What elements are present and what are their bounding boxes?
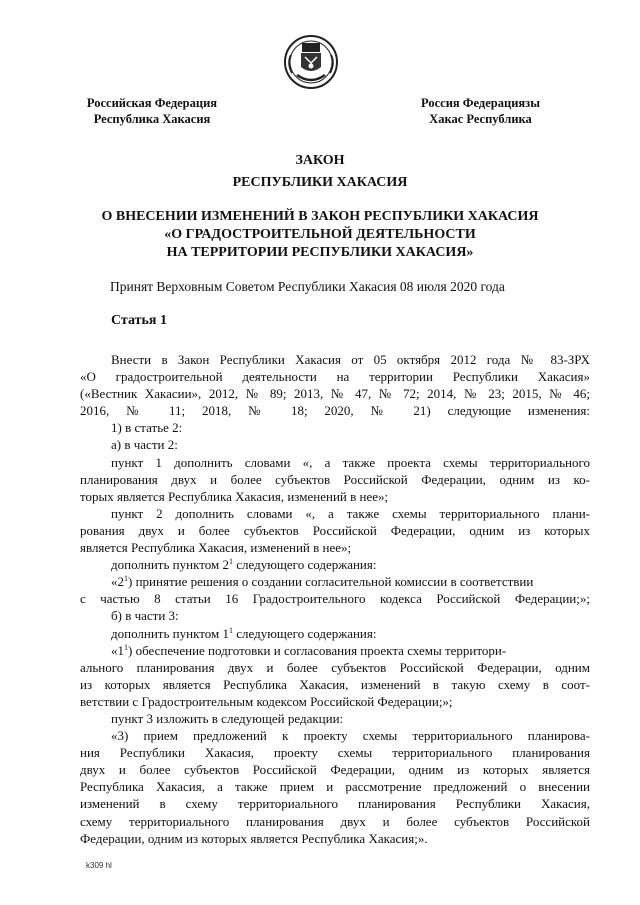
body-line: пункт 1 дополнить словами «, а также проекта схемы территориального bbox=[111, 454, 590, 470]
quote-close: ) bbox=[128, 642, 133, 658]
document-title: ЗАКОН bbox=[295, 153, 345, 168]
body-line bbox=[80, 625, 590, 642]
header-right-line-1: Россия Федерациязы bbox=[421, 96, 540, 110]
body-line: 2016, № 11; 2018, № 18; 2020, № 21) следующие изменения: bbox=[80, 403, 590, 419]
body-line: «О градостроительной деятельности на территории Республики Хакасия» bbox=[80, 369, 590, 385]
quote-open: «2 bbox=[111, 574, 124, 590]
header-left bbox=[82, 95, 222, 127]
header-right bbox=[413, 95, 548, 127]
quote-close: ) bbox=[128, 574, 133, 590]
body-line: из которых является Республика Хакасия, изменений в такую схему в соот- bbox=[80, 676, 590, 692]
body-line: рования двух и более субъектов Российской Федерации, одним из которых bbox=[80, 522, 590, 538]
body-line bbox=[80, 556, 590, 573]
body-line: является Республика Хакасия, изменений в нее»; bbox=[80, 540, 352, 556]
header-left-line-1: Российская Федерация bbox=[86, 96, 218, 110]
body-line: б) в части 3: bbox=[111, 608, 179, 624]
body-line: с частью 8 статьи 16 Градостроительного кодекса Российской Федерации;»; bbox=[80, 591, 590, 607]
body-line: ветствии с Градостроительным кодексом Российской Федерации;»; bbox=[80, 693, 453, 709]
subject-line-3: НА ТЕРРИТОРИИ РЕСПУБЛИКИ ХАКАСИЯ» bbox=[166, 245, 474, 260]
body-line: торых является Республика Хакасия, изменений в нее»; bbox=[80, 488, 389, 504]
body-line: ния Республики Хакасия, проекту схемы территориального планирования bbox=[80, 745, 590, 761]
body-line bbox=[80, 573, 590, 590]
body-line: Федерации, одним из которых является Республика Хакасия;». bbox=[80, 830, 428, 846]
article-body bbox=[80, 351, 590, 847]
body-text: следующего содержания: bbox=[236, 625, 377, 641]
body-line: пункт 2 дополнить словами «, а также схемы территориального плани- bbox=[111, 505, 590, 521]
body-line: а) в части 2: bbox=[111, 437, 178, 453]
adoption-line: Принят Верховным Советом Республики Хакасия 08 июля 2020 года bbox=[110, 279, 505, 294]
subject-line-1: О ВНЕСЕНИИ ИЗМЕНЕНИЙ В ЗАКОН РЕСПУБЛИКИ ХАКАСИЯ bbox=[101, 209, 539, 224]
body-line: планирования двух и более субъектов Российской Федерации, одним из ко- bbox=[80, 471, 590, 487]
document-issuer: РЕСПУБЛИКИ ХАКАСИЯ bbox=[232, 175, 408, 190]
body-line: двух и более субъектов Российской Федерации, одним из которых является bbox=[80, 762, 590, 778]
body-line: пункт 3 изложить в следующей редакции: bbox=[111, 710, 344, 726]
document-footer-code: k309 hl bbox=[86, 861, 112, 870]
law-subject bbox=[60, 208, 580, 262]
body-line bbox=[80, 642, 590, 659]
body-text: дополнить пунктом 1 bbox=[111, 625, 229, 641]
body-line: схему территориального планирования двух и более субъектов Российской bbox=[80, 813, 590, 829]
superscript: 1 bbox=[228, 557, 233, 567]
body-text: обеспечение подготовки и согласования проекта схемы территори- bbox=[135, 642, 507, 658]
body-line: изменений в схему территориального планирования Республики Хакасия, bbox=[80, 796, 590, 812]
header-left-line-2: Республика Хакасия bbox=[93, 112, 211, 126]
body-line: «3) прием предложений к проекту схемы территориального планирова- bbox=[111, 728, 590, 744]
body-text: дополнить пунктом 2 bbox=[111, 557, 229, 573]
coat-of-arms-emblem bbox=[283, 33, 339, 91]
superscript: 1 bbox=[124, 574, 128, 584]
body-text: принятие решения о создании согласительной комиссии в соответствии bbox=[135, 574, 534, 590]
article-heading: Статья 1 bbox=[111, 313, 167, 328]
body-line: («Вестник Хакасии», 2012, № 89; 2013, № 47, № 72; 2014, № 23; 2015, № 46; bbox=[80, 386, 590, 402]
subject-line-2: «О ГРАДОСТРОИТЕЛЬНОЙ ДЕЯТЕЛЬНОСТИ bbox=[164, 227, 476, 242]
body-line: Республика Хакасия, а также прием и рассмотрение предложений о внесении bbox=[80, 779, 590, 795]
superscript: 1 bbox=[124, 642, 128, 652]
body-line: ального планирования двух и более субъектов Российской Федерации, одним bbox=[80, 659, 590, 675]
body-line: Внести в Закон Республики Хакасия от 05 октября 2012 года № 83-ЗРХ bbox=[111, 352, 590, 367]
body-line: 1) в статье 2: bbox=[111, 420, 183, 436]
header-right-line-2: Хакас Республика bbox=[429, 112, 532, 126]
superscript: 1 bbox=[228, 625, 233, 635]
quote-open: «1 bbox=[111, 642, 124, 658]
body-text: следующего содержания: bbox=[236, 557, 377, 573]
